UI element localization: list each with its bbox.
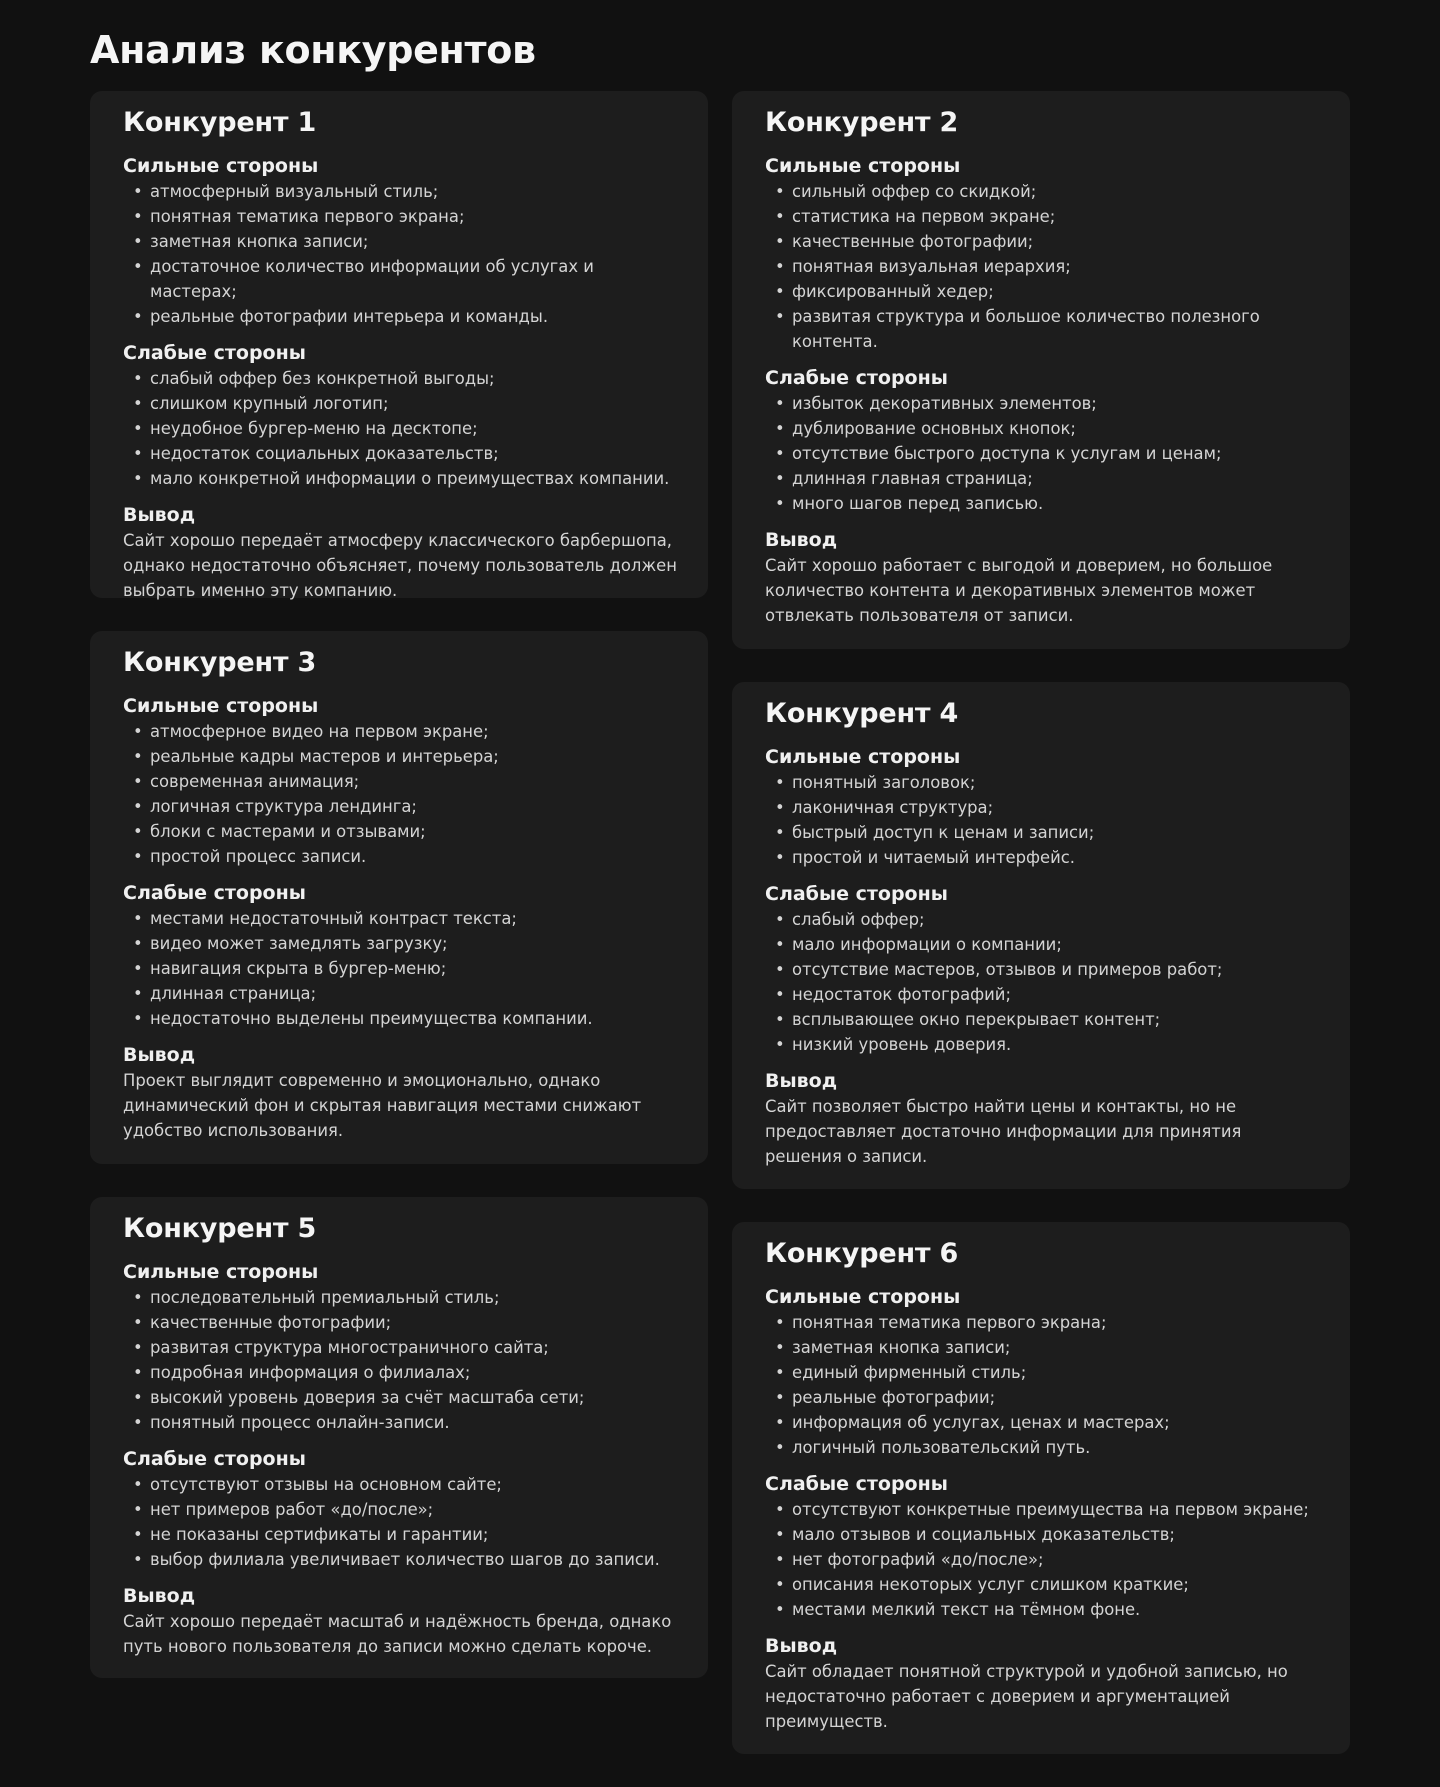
list-item: • простой процесс записи.: [133, 844, 680, 869]
strengths-list: [765, 179, 1322, 354]
weaknesses-heading: Слабые стороны: [123, 1448, 306, 1470]
list-item: • высокий уровень доверия за счёт масштаба сети;: [133, 1385, 680, 1410]
competitor-card: [90, 1197, 708, 1678]
list-item: • простой и читаемый интерфейс.: [775, 845, 1322, 870]
weaknesses-heading: Слабые стороны: [765, 367, 948, 389]
conclusion-text: Сайт хорошо передаёт атмосферу классического барбершопа, однако недостаточно объясняет, почему пользователь должен выбрать именно эту компанию.: [123, 531, 677, 600]
list-item: • недостаточно выделены преимущества компании.: [133, 1006, 680, 1031]
list-item: • отсутствуют конкретные преимущества на первом экране;: [775, 1497, 1322, 1522]
conclusion-text: Сайт обладает понятной структурой и удобной записью, но недостаточно работает с доверием и аргументацией преимуществ.: [765, 1662, 1288, 1731]
conclusion-heading: Вывод: [765, 529, 838, 551]
competitor-title: Конкурент 3: [123, 647, 317, 678]
list-item: • развитая структура и большое количество полезного контента.: [775, 304, 1322, 354]
page-title: Анализ конкурентов: [90, 28, 536, 72]
list-item: • выбор филиала увеличивает количество шагов до записи.: [133, 1547, 680, 1572]
conclusion-text: Сайт позволяет быстро найти цены и контакты, но не предоставляет достаточно информации для принятия решения о записи.: [765, 1097, 1242, 1166]
list-item: • длинная главная страница;: [775, 466, 1322, 491]
competitor-card: [732, 91, 1350, 649]
list-item: • неудобное бургер-меню на десктопе;: [133, 416, 680, 441]
competitor-title: Конкурент 4: [765, 698, 959, 729]
list-item: • слабый оффер без конкретной выгоды;: [133, 366, 680, 391]
list-item: • заметная кнопка записи;: [775, 1335, 1322, 1360]
strengths-list: [123, 179, 680, 329]
list-item: • слишком крупный логотип;: [133, 391, 680, 416]
list-item: • качественные фотографии;: [775, 229, 1322, 254]
competitor-card: [90, 91, 708, 598]
list-item: • понятная тематика первого экрана;: [775, 1310, 1322, 1335]
list-item: • отсутствие быстрого доступа к услугам и ценам;: [775, 441, 1322, 466]
list-item: • нет фотографий «до/после»;: [775, 1547, 1322, 1572]
list-item: • местами недостаточный контраст текста;: [133, 906, 680, 931]
strengths-list: [123, 719, 680, 869]
conclusion-heading: Вывод: [765, 1635, 838, 1657]
weaknesses-heading: Слабые стороны: [123, 342, 306, 364]
list-item: • описания некоторых услуг слишком краткие;: [775, 1572, 1322, 1597]
list-item: • понятный заголовок;: [775, 770, 1322, 795]
list-item: • современная анимация;: [133, 769, 680, 794]
list-item: • реальные фотографии интерьера и команды.: [133, 304, 680, 329]
conclusion-heading: Вывод: [123, 1044, 196, 1066]
list-item: • лаконичная структура;: [775, 795, 1322, 820]
weaknesses-heading: Слабые стороны: [123, 882, 306, 904]
competitor-title: Конкурент 6: [765, 1238, 959, 1269]
list-item: • мало отзывов и социальных доказательств;: [775, 1522, 1322, 1547]
list-item: • отсутствуют отзывы на основном сайте;: [133, 1472, 680, 1497]
list-item: • низкий уровень доверия.: [775, 1032, 1322, 1057]
strengths-list: [765, 770, 1322, 870]
conclusion-text: Сайт хорошо передаёт масштаб и надёжность бренда, однако путь нового пользователя до записи можно сделать короче.: [123, 1612, 672, 1656]
list-item: • не показаны сертификаты и гарантии;: [133, 1522, 680, 1547]
strengths-list: [765, 1310, 1322, 1460]
list-item: • подробная информация о филиалах;: [133, 1360, 680, 1385]
competitor-card: [90, 631, 708, 1164]
list-item: • отсутствие мастеров, отзывов и примеров работ;: [775, 957, 1322, 982]
strengths-heading: Сильные стороны: [765, 1286, 961, 1308]
list-item: • навигация скрыта в бургер-меню;: [133, 956, 680, 981]
list-item: • информация об услугах, ценах и мастерах;: [775, 1410, 1322, 1435]
competitor-card: [732, 1222, 1350, 1754]
strengths-list: [123, 1285, 680, 1435]
list-item: • мало информации о компании;: [775, 932, 1322, 957]
strengths-heading: Сильные стороны: [765, 155, 961, 177]
competitor-title: Конкурент 2: [765, 107, 959, 138]
list-item: • слабый оффер;: [775, 907, 1322, 932]
conclusion-heading: Вывод: [123, 1585, 196, 1607]
weaknesses-list: [765, 907, 1322, 1057]
list-item: • нет примеров работ «до/после»;: [133, 1497, 680, 1522]
list-item: • понятная тематика первого экрана;: [133, 204, 680, 229]
list-item: • много шагов перед записью.: [775, 491, 1322, 516]
list-item: • качественные фотографии;: [133, 1310, 680, 1335]
weaknesses-list: [765, 1497, 1322, 1622]
list-item: • быстрый доступ к ценам и записи;: [775, 820, 1322, 845]
strengths-heading: Сильные стороны: [123, 1261, 319, 1283]
list-item: • атмосферный визуальный стиль;: [133, 179, 680, 204]
list-item: • избыток декоративных элементов;: [775, 391, 1322, 416]
list-item: • атмосферное видео на первом экране;: [133, 719, 680, 744]
list-item: • логичный пользовательский путь.: [775, 1435, 1322, 1460]
list-item: • длинная страница;: [133, 981, 680, 1006]
list-item: • достаточное количество информации об услугах и мастерах;: [133, 254, 680, 304]
list-item: • недостаток социальных доказательств;: [133, 441, 680, 466]
list-item: • дублирование основных кнопок;: [775, 416, 1322, 441]
list-item: • недостаток фотографий;: [775, 982, 1322, 1007]
list-item: • заметная кнопка записи;: [133, 229, 680, 254]
conclusion-text: Сайт хорошо работает с выгодой и доверием, но большое количество контента и декоративных элементов может отвлекать пользователя от записи.: [765, 556, 1273, 625]
list-item: • развитая структура многостраничного сайта;: [133, 1335, 680, 1360]
list-item: • понятный процесс онлайн-записи.: [133, 1410, 680, 1435]
list-item: • всплывающее окно перекрывает контент;: [775, 1007, 1322, 1032]
strengths-heading: Сильные стороны: [123, 155, 319, 177]
competitor-title: Конкурент 5: [123, 1213, 317, 1244]
list-item: • видео может замедлять загрузку;: [133, 931, 680, 956]
list-item: • мало конкретной информации о преимуществах компании.: [133, 466, 680, 491]
list-item: • единый фирменный стиль;: [775, 1360, 1322, 1385]
list-item: • реальные фотографии;: [775, 1385, 1322, 1410]
weaknesses-list: [123, 366, 680, 491]
conclusion-heading: Вывод: [765, 1070, 838, 1092]
list-item: • фиксированный хедер;: [775, 279, 1322, 304]
weaknesses-heading: Слабые стороны: [765, 883, 948, 905]
competitor-title: Конкурент 1: [123, 107, 317, 138]
list-item: • логичная структура лендинга;: [133, 794, 680, 819]
strengths-heading: Сильные стороны: [765, 746, 961, 768]
list-item: • местами мелкий текст на тёмном фоне.: [775, 1597, 1322, 1622]
conclusion-text: Проект выглядит современно и эмоционально, однако динамический фон и скрытая навигация местами снижают удобство использования.: [123, 1071, 642, 1140]
list-item: • последовательный премиальный стиль;: [133, 1285, 680, 1310]
weaknesses-list: [765, 391, 1322, 516]
list-item: • сильный оффер со скидкой;: [775, 179, 1322, 204]
weaknesses-list: [123, 906, 680, 1031]
list-item: • блоки с мастерами и отзывами;: [133, 819, 680, 844]
competitor-card: [732, 682, 1350, 1189]
weaknesses-heading: Слабые стороны: [765, 1473, 948, 1495]
list-item: • реальные кадры мастеров и интерьера;: [133, 744, 680, 769]
weaknesses-list: [123, 1472, 680, 1572]
list-item: • статистика на первом экране;: [775, 204, 1322, 229]
strengths-heading: Сильные стороны: [123, 695, 319, 717]
list-item: • понятная визуальная иерархия;: [775, 254, 1322, 279]
conclusion-heading: Вывод: [123, 504, 196, 526]
